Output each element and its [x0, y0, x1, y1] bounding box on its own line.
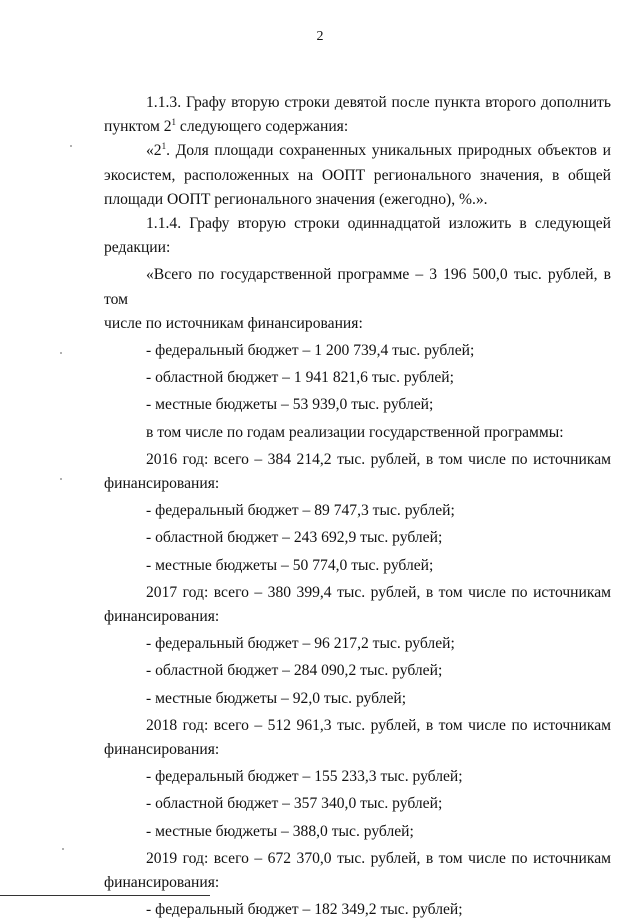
quoted-item-line3: площади ООПТ регионального значения (ежегодно), %.». [104, 190, 488, 208]
document-body [104, 91, 611, 923]
quoted-item-line2: экосистем, расположенных на ООПТ регионального значения, в общей [104, 166, 611, 184]
scan-speck [62, 848, 64, 850]
year-2018-line1: 2018 год: всего – 512 961,3 тыс. рублей, в том числе по источникам [146, 716, 611, 734]
year-2016-regional: - областной бюджет – 243 692,9 тыс. рублей; [146, 529, 443, 547]
year-2018-regional: - областной бюджет – 357 340,0 тыс. рублей; [146, 795, 443, 813]
year-2018-local: - местные бюджеты – 388,0 тыс. рублей; [146, 822, 414, 840]
footer-rule [0, 895, 210, 896]
year-2016-line1: 2016 год: всего – 384 214,2 тыс. рублей, в том числе по источникам [146, 450, 611, 468]
year-2016-federal: - федеральный бюджет – 89 747,3 тыс. рублей; [146, 502, 455, 520]
paragraph-1-1-4-line1: 1.1.4. Графу вторую строки одиннадцатой изложить в следующей [146, 215, 611, 233]
year-2019-federal: - федеральный бюджет – 182 349,2 тыс. рублей; [146, 901, 463, 919]
quoted-item-line1: «$2^1$. Доля площади сохраненных уникальных природных объектов и [146, 141, 611, 160]
year-2017-line1: 2017 год: всего – 380 399,4 тыс. рублей, в том числе по источникам [146, 583, 611, 601]
total-federal: - федеральный бюджет – 1 200 739,4 тыс. рублей; [146, 342, 475, 360]
page-number: 2 [316, 29, 324, 44]
year-2018-federal: - федеральный бюджет – 155 233,3 тыс. рублей; [146, 768, 463, 786]
paragraph-1-1-3-line2: пунктом $2^1$ следующего содержания: [104, 117, 349, 136]
paragraph-1-1-3-line1: 1.1.3. Графу вторую строки девятой после пункта второго дополнить [146, 94, 611, 111]
paragraph-1-1-4-line2: редакции: [104, 239, 171, 257]
year-2016-local: - местные бюджеты – 50 774,0 тыс. рублей; [146, 556, 434, 574]
year-2019-line2: финансирования: [104, 874, 220, 892]
scan-speck [70, 145, 72, 147]
total-regional: - областной бюджет – 1 941 821,6 тыс. рублей; [146, 369, 454, 387]
by-years-heading: в том числе по годам реализации государственной программы: [146, 423, 564, 441]
year-2017-regional: - областной бюджет – 284 090,2 тыс. рублей; [146, 662, 443, 680]
year-2017-local: - местные бюджеты – 92,0 тыс. рублей; [146, 689, 407, 707]
year-2019-line1: 2019 год: всего – 672 370,0 тыс. рублей, в том числе по источникам [146, 849, 611, 867]
scan-speck [60, 352, 62, 354]
year-2017-federal: - федеральный бюджет – 96 217,2 тыс. рублей; [146, 635, 455, 653]
year-2018-line2: финансирования: [104, 741, 220, 759]
total-line1: «Всего по государственной программе – 3 196 500,0 тыс. рублей, в том [104, 266, 611, 308]
scan-speck [60, 478, 62, 480]
total-local: - местные бюджеты – 53 939,0 тыс. рублей; [146, 396, 434, 414]
year-2016-line2: финансирования: [104, 475, 220, 493]
total-line2: числе по источникам финансирования: [104, 314, 363, 332]
year-2017-line2: финансирования: [104, 608, 220, 626]
